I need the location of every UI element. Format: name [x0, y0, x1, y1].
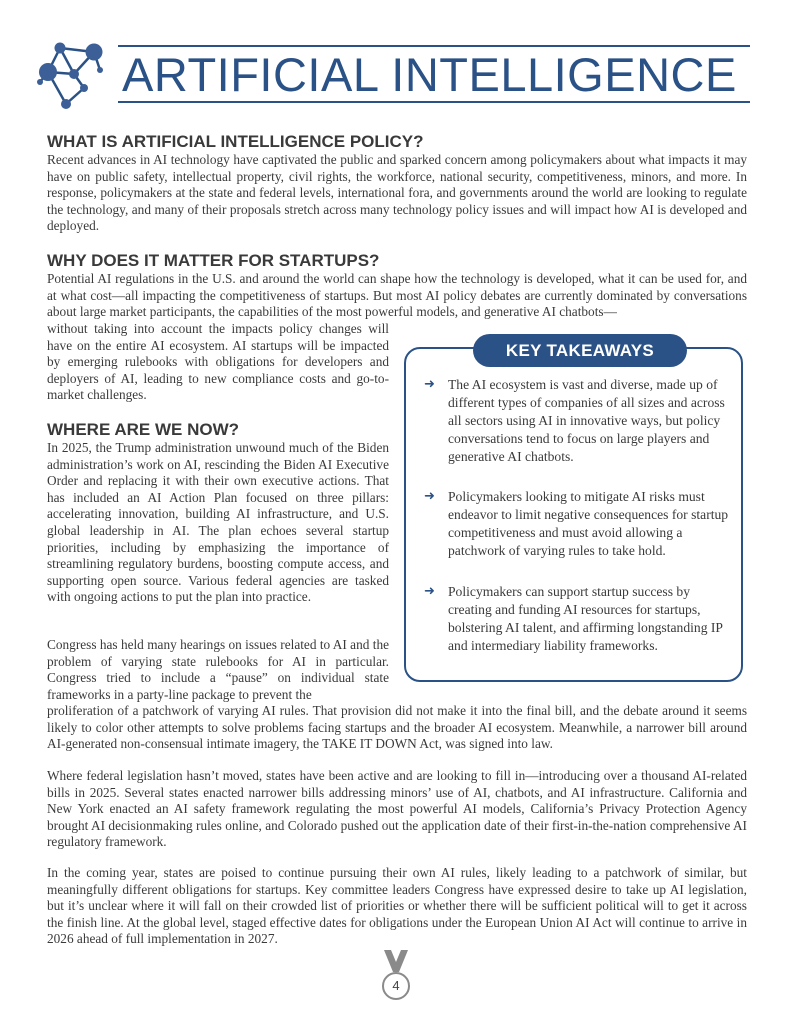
- where-paragraph-2-column: Congress has held many hearings on issues related to AI and the problem of varying state rulebooks for AI in particular. Congress tried to include a “pause” on individual state frameworks in a party-line package to prevent the: [47, 637, 389, 702]
- where-paragraph-1: In 2025, the Trump administration unwound much of the Biden administration’s work on AI, rescinding the Biden AI Executive Order and replacing it with their own executive actions. That has included an AI Action Plan focused on three pillars: accelerating innovation, building AI infrastructure, and U.S. global leadership in AI. The plan echoes several startup priorities, including by emphasizing the importance of streamlining regulatory burdens, boosting compute access, and supporting open source. Various federal agencies are tasked with ongoing actions to put the plan into practice.: [47, 440, 389, 605]
- key-takeaways-title: KEY TAKEAWAYS: [473, 334, 687, 367]
- takeaway-item: [424, 583, 734, 655]
- takeaway-text: Policymakers can support startup success by creating and funding AI resources for startups, bolstering AI talent, and affirming longstanding IP and intermediary liability frameworks.: [448, 584, 723, 653]
- takeaway-item: [424, 488, 734, 560]
- where-paragraph-4: In the coming year, states are poised to continue pursuing their own AI rules, likely leading to a patchwork of similar, but meaningfully different obligations for startups. Key committee leaders Congress have expressed desire to take up AI legislation, but it’s unclear where it will fall on their crowded list of priorities or whether there will be sufficient political will to get it across the finish line. At the global level, staged effective dates for obligations under the European Union AI Act will continue to arrive in 2026 ahead of full implementation in 2027.: [47, 865, 747, 947]
- header-rule-top: [118, 45, 750, 47]
- page-number: 4: [392, 978, 400, 993]
- network-nodes-icon: [34, 36, 116, 112]
- section-body-why-full: Potential AI regulations in the U.S. and around the world can shape how the technology is developed, what it can be used for, and at what cost—all impacting the competitiveness of startups. But most AI policy debates are currently dominated by conversations about large market participants, the capabilities of the most powerful models, and generative AI chatbots—: [47, 271, 747, 320]
- page-title: ARTIFICIAL INTELLIGENCE: [122, 48, 737, 101]
- where-paragraph-3: Where federal legislation hasn’t moved, states have been active and are looking to fill in—introducing over a thousand AI-related bills in 2025. Several states enacted narrower bills addressing minors’ use of AI, chatbots, and AI infrastructure. California and New York enacted an AI safety framework regulating the most powerful AI models, California’s Privacy Protection Agency brought AI decisionmaking rules online, and Colorado pushed out the application date of their first-in-the-nation comprehensive AI regulatory framework.: [47, 768, 747, 850]
- arrow-right-icon: ➜: [424, 377, 435, 392]
- arrow-right-icon: ➜: [424, 584, 435, 599]
- takeaway-item: [424, 376, 734, 466]
- takeaway-text: Policymakers looking to mitigate AI risks must endeavor to limit negative consequences for startup competitiveness and must avoid allowing a patchwork of varying rules to take hold.: [448, 489, 729, 558]
- takeaway-text: The AI ecosystem is vast and diverse, made up of different types of companies of all sizes and across all sectors using AI in innovative ways, but policy conversations tend to focus on large players and generative AI chatbots.: [448, 377, 725, 464]
- section-body-what: Recent advances in AI technology have captivated the public and sparked concern among policymakers about what impacts it may have on public safety, intellectual property, civil rights, the workforce, national security, competitiveness, minors, and more. In response, policymakers at the state and federal levels, international fora, and governments around the world are looking to regulate the technology, and many of their proposals stretch across many technology policy issues and will impact how AI is developed and deployed.: [47, 152, 747, 234]
- where-paragraph-2-full: proliferation of a patchwork of varying AI rules. That provision did not make it into the final bill, and the debate around it seems likely to color other attempts to solve problems facing startups and the broader AI ecosystem. Meanwhile, a narrower bill around AI-generated non-consensual intimate imagery, the TAKE IT DOWN Act, was signed into law.: [47, 703, 747, 752]
- section-body-why-column: without taking into account the impacts policy changes will have on the entire AI ecosystem. AI startups will be impacted by emerging rulebooks with obligations for developers and deployers of AI, leading to new compliance costs and go-to-market challenges.: [47, 321, 389, 403]
- header-rule-bottom: [118, 101, 750, 103]
- section-heading-why: WHY DOES IT MATTER FOR STARTUPS?: [47, 251, 380, 270]
- arrow-right-icon: ➜: [424, 489, 435, 504]
- section-heading-what: WHAT IS ARTIFICIAL INTELLIGENCE POLICY?: [47, 132, 424, 151]
- section-heading-where: WHERE ARE WE NOW?: [47, 420, 240, 439]
